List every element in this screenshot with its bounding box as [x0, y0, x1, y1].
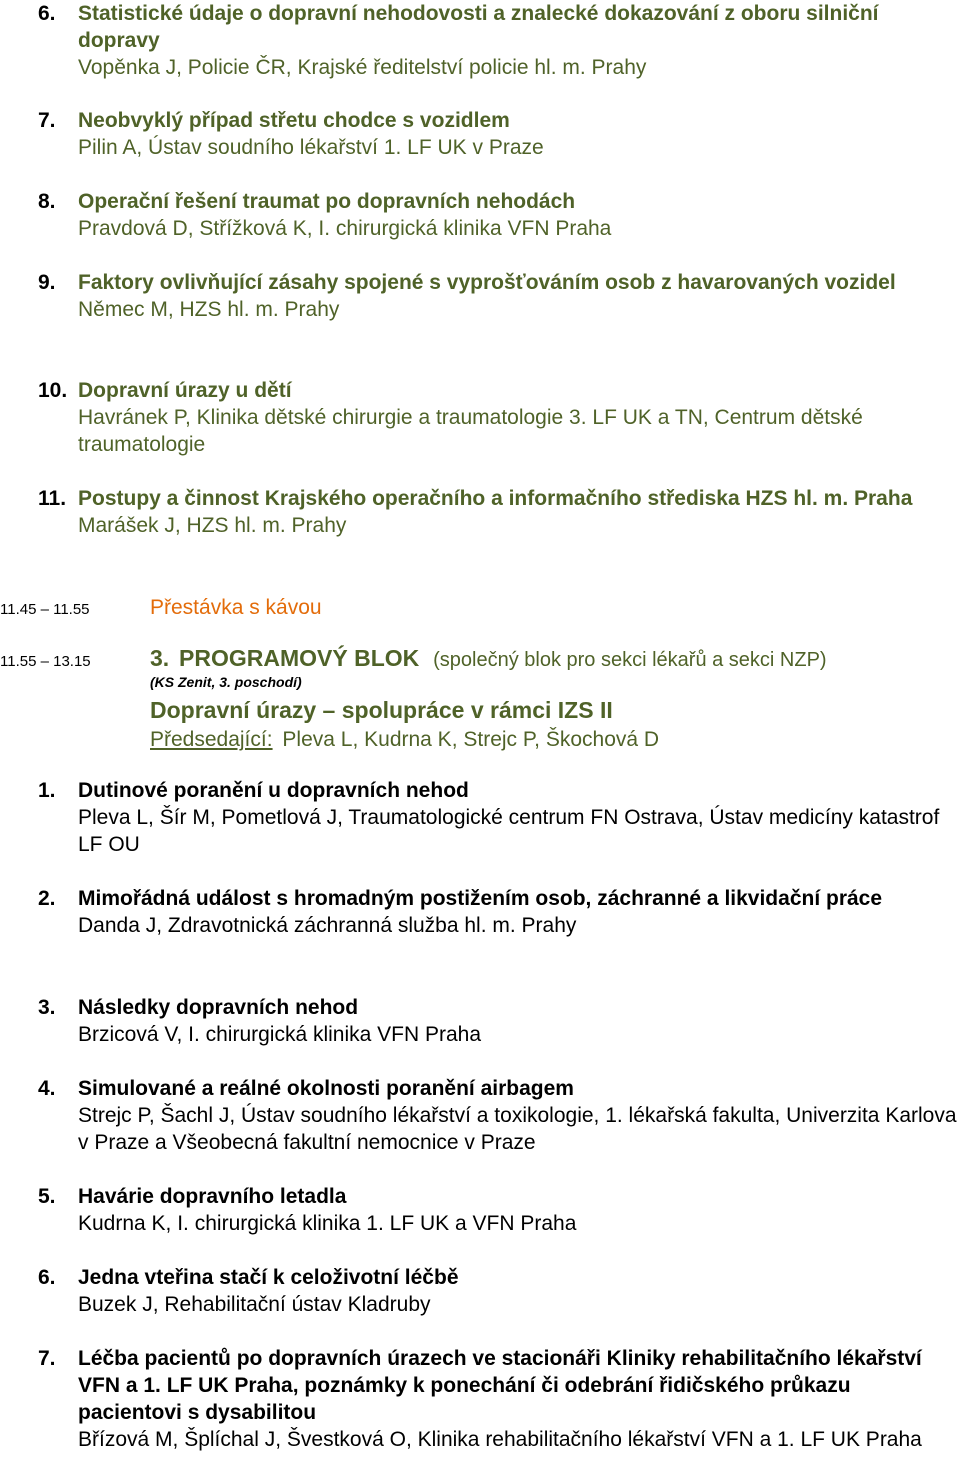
- item-authors: Pleva L, Šír M, Pometlová J, Traumatologické centrum FN Ostrava, Ústav medicíny katastrof LF OU: [78, 806, 940, 856]
- program-item: [38, 1075, 960, 1156]
- item-title: Havárie dopravního letadla: [78, 1185, 347, 1208]
- item-authors: Vopěnka J, Policie ČR, Krajské ředitelství policie hl. m. Prahy: [78, 56, 647, 79]
- item-authors: Kudrna K, I. chirurgická klinika 1. LF UK a VFN Praha: [78, 1212, 577, 1235]
- chairs-names: Pleva L, Kudrna K, Strejc P, Škochová D: [282, 728, 660, 751]
- block-note: (společný blok pro sekci lékařů a sekci NZP): [433, 649, 827, 671]
- item-number: 7.: [38, 109, 56, 132]
- item-number: 4.: [38, 1077, 56, 1100]
- item-number: 11.: [38, 487, 67, 510]
- item-authors: Brzicová V, I. chirurgická klinika VFN Praha: [78, 1023, 482, 1046]
- program-item: [38, 485, 960, 539]
- break-time: 11.45 – 11.55: [0, 601, 90, 618]
- program-item: [38, 777, 960, 858]
- item-title: Léčba pacientů po dopravních úrazech ve stacionáři Kliniky rehabilitačního lékařství VFN a 1. LF UK Praha, poznámky k ponechání či odebrání řidičského průkazu pacientovi s dysabilitou: [78, 1347, 922, 1424]
- item-title: Simulované a reálné okolnosti poranění airbagem: [78, 1077, 574, 1100]
- item-number: 6.: [38, 2, 56, 25]
- item-authors: Pilin A, Ústav soudního lékařství 1. LF UK v Praze: [78, 136, 544, 159]
- program-item: [38, 1345, 960, 1453]
- item-number: 5.: [38, 1185, 56, 1208]
- program-item: [38, 1264, 960, 1318]
- item-title: Mimořádná událost s hromadným postižením osob, záchranné a likvidační práce: [78, 887, 883, 910]
- block-time: 11.55 – 13.15: [0, 653, 91, 670]
- chairs-label: Předsedající:: [150, 728, 273, 751]
- block-name: PROGRAMOVÝ BLOK: [179, 645, 420, 671]
- item-number: 8.: [38, 190, 56, 213]
- item-authors: Němec M, HZS hl. m. Prahy: [78, 298, 340, 321]
- item-title: Dutinové poranění u dopravních nehod: [78, 779, 469, 802]
- break-label: Přestávka s kávou: [150, 596, 322, 619]
- item-number: 9.: [38, 271, 56, 294]
- program-item: [38, 269, 960, 323]
- item-number: 7.: [38, 1347, 56, 1370]
- program-item: [38, 0, 960, 81]
- item-title: Jedna vteřina stačí k celoživotní léčbě: [78, 1266, 459, 1289]
- item-title: Faktory ovlivňující zásahy spojené s vyprošťováním osob z havarovaných vozidel: [78, 271, 896, 294]
- item-number: 10.: [38, 379, 68, 402]
- block-theme: Dopravní úrazy – spolupráce v rámci IZS II: [150, 697, 613, 723]
- item-title: Neobvyklý případ střetu chodce s vozidlem: [78, 109, 510, 132]
- item-title: Postupy a činnost Krajského operačního a informačního střediska HZS hl. m. Praha: [78, 487, 913, 510]
- item-number: 3.: [38, 996, 56, 1019]
- program-item: [38, 885, 960, 939]
- item-title: Operační řešení traumat po dopravních nehodách: [78, 190, 576, 213]
- item-number: 2.: [38, 887, 56, 910]
- item-authors: Havránek P, Klinika dětské chirurgie a traumatologie 3. LF UK a TN, Centrum dětské traumatologie: [78, 406, 863, 456]
- item-authors: Buzek J, Rehabilitační ústav Kladruby: [78, 1293, 431, 1316]
- item-title: Následky dopravních nehod: [78, 996, 359, 1019]
- item-title: Statistické údaje o dopravní nehodovosti a znalecké dokazování z oboru silniční dopravy: [78, 2, 879, 52]
- item-authors: Strejc P, Šachl J, Ústav soudního lékařství a toxikologie, 1. lékařská fakulta, Univerzita Karlova v Praze a Všeobecná fakultní nemocnice v Praze: [78, 1104, 957, 1154]
- program-item: [38, 1183, 960, 1237]
- block-number: 3.: [150, 645, 170, 671]
- item-authors: Danda J, Zdravotnická záchranná služba hl. m. Prahy: [78, 914, 577, 937]
- item-number: 6.: [38, 1266, 56, 1289]
- program-item: [38, 994, 960, 1048]
- program-item: [38, 107, 960, 161]
- program-item: [38, 377, 960, 458]
- item-authors: Pravdová D, Střížková K, I. chirurgická klinika VFN Praha: [78, 217, 612, 240]
- item-authors: Břízová M, Šplíchal J, Švestková O, Klinika rehabilitačního lékařství VFN a 1. LF UK Praha: [78, 1428, 922, 1451]
- program-item: [38, 188, 960, 242]
- block-location: (KS Zenit, 3. poschodí): [150, 674, 302, 690]
- item-title: Dopravní úrazy u dětí: [78, 379, 292, 402]
- item-authors: Marášek J, HZS hl. m. Prahy: [78, 514, 347, 537]
- item-number: 1.: [38, 779, 56, 802]
